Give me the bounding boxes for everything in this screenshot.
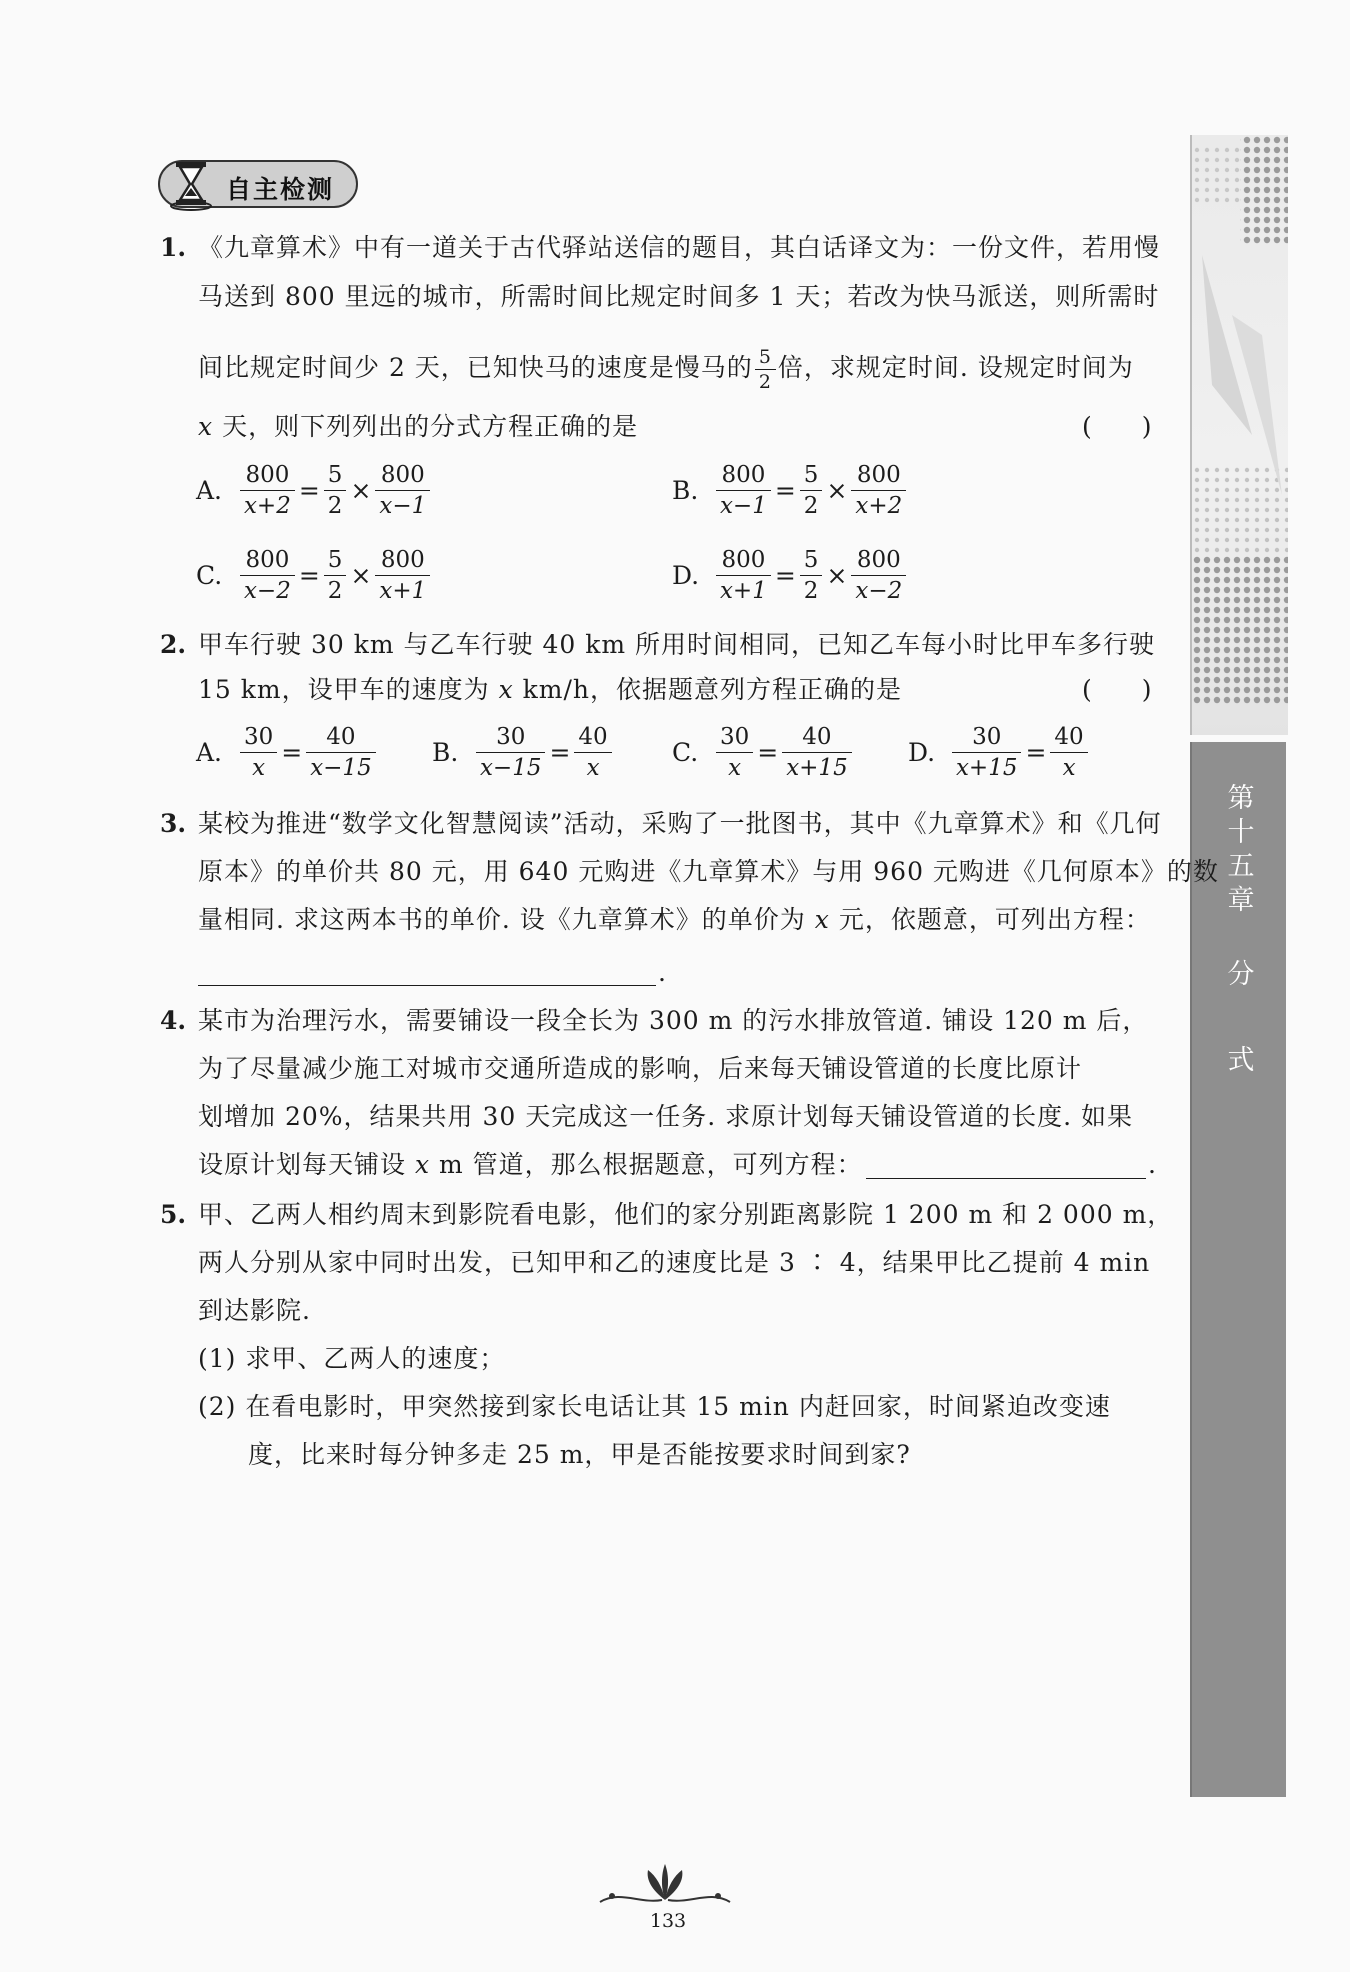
q2-option-c: C. $\frac{30}{x}$ = $\frac{40}{x+15}$ (672, 722, 854, 783)
dot-pattern (1192, 135, 1288, 735)
page-number: 133 (649, 1910, 687, 1932)
q4-end-period: . (1148, 1150, 1157, 1179)
q1-line-3-text-a: 间比规定时间少 2 天，已知快马的速度是慢马的 (198, 353, 753, 382)
q2-answer-paren: ( ) (1082, 675, 1152, 704)
q4-number: 4. (160, 1006, 187, 1035)
section-badge (158, 160, 358, 208)
q4-line-2: 为了尽量减少施工对城市交通所造成的影响，后来每天铺设管道的长度比原计 (198, 1054, 1083, 1083)
q5-line-2: 两人分别从家中同时出发，已知甲和乙的速度比是 3 ∶ 4，结果甲比乙提前 4 min (198, 1248, 1151, 1277)
q1-number: 1. (160, 233, 187, 262)
q1-option-a: A. $\frac{800}{x+2}$ = $\frac{5}{2}$ × $\frac{800}{x-1}$ (196, 460, 432, 521)
q1-option-c: C. $\frac{800}{x-2}$ = $\frac{5}{2}$ × $\frac{800}{x+1}$ (196, 545, 432, 606)
floral-ornament-icon (590, 1860, 740, 1910)
q1-option-b: B. $\frac{800}{x-1}$ = $\frac{5}{2}$ × $\frac{800}{x+2}$ (672, 460, 908, 521)
q5-part-2-continued: 度，比来时每分钟多走 25 m，甲是否能按要求时间到家? (248, 1440, 911, 1469)
q4-line-1: 某市为治理污水，需要铺设一段全长为 300 m 的污水排放管道. 铺设 120 m 后， (198, 1006, 1149, 1035)
q3-number: 3. (160, 809, 187, 838)
chapter-title: 第十五章 (1227, 783, 1255, 916)
q2-option-b: B. $\frac{30}{x-15}$ = $\frac{40}{x}$ (432, 722, 614, 783)
hourglass-icon (166, 156, 216, 212)
q2-line-2: 15 km，设甲车的速度为 x km/h，依据题意列方程正确的是 (198, 675, 903, 704)
q4-line-3: 划增加 20%，结果共用 30 天完成这一任务. 求原计划每天铺设管道的长度. 如果 (198, 1102, 1134, 1131)
q1-line-4: x 天，则下列列出的分式方程正确的是 (198, 412, 639, 441)
q5-line-1: 甲、乙两人相约周末到影院看电影，他们的家分别距离影院 1 200 m 和 2 000 m， (198, 1200, 1174, 1229)
q3-line-2: 原本》的单价共 80 元，用 640 元购进《九章算术》与用 960 元购进《几何原本》的数 (198, 857, 1219, 886)
q2-option-d: D. $\frac{30}{x+15}$ = $\frac{40}{x}$ (908, 722, 1090, 783)
q2-option-a: A. $\frac{30}{x}$ = $\frac{40}{x-15}$ (196, 722, 378, 783)
q1-line-2: 马送到 800 里远的城市，所需时间比规定时间多 1 天；若改为快马派送，则所需时 (198, 282, 1160, 311)
chapter-subtitle: 分式 (1227, 959, 1255, 1076)
q3-answer-blank[interactable] (198, 985, 656, 986)
chapter-tab-decoration (1190, 135, 1288, 735)
q2-number: 2. (160, 630, 187, 659)
q1-line-3-text-b: 倍，求规定时间. 设规定时间为 (777, 353, 1134, 382)
q3-line-1: 某校为推进“数学文化智慧阅读”活动，采购了一批图书，其中《九章算术》和《几何 (198, 809, 1162, 838)
q5-part-2: (2) 在看电影时，甲突然接到家长电话让其 15 min 内赶回家，时间紧迫改变速 (198, 1392, 1111, 1421)
q5-number: 5. (160, 1200, 187, 1229)
q5-part-1: (1) 求甲、乙两人的速度； (198, 1344, 506, 1373)
q5-line-3: 到达影院. (198, 1296, 311, 1325)
q2-line-1: 甲车行驶 30 km 与乙车行驶 40 km 所用时间相同，已知乙车每小时比甲车多行驶 (198, 630, 1156, 659)
q3-line-3: 量相同. 求这两本书的单价. 设《九章算术》的单价为 x 元，依题意，可列出方程： (198, 905, 1151, 934)
q1-line-1: 《九章算术》中有一道关于古代驿站送信的题目，其白话译文为：一份文件，若用慢 (198, 233, 1161, 262)
q1-fraction-5-2: $\frac{5}{2}$ (755, 345, 776, 394)
q1-answer-paren: ( ) (1082, 412, 1152, 441)
q3-end-period: . (658, 958, 667, 987)
section-title: 自主检测 (226, 175, 335, 204)
chapter-tab (1190, 742, 1286, 1797)
q4-answer-blank[interactable] (866, 1178, 1146, 1179)
q1-line-3 (198, 345, 1134, 394)
q1-option-d: D. $\frac{800}{x+1}$ = $\frac{5}{2}$ × $\frac{800}{x-2}$ (672, 545, 908, 606)
q4-line-4: 设原计划每天铺设 x m 管道，那么根据题意，可列方程： (198, 1150, 863, 1179)
